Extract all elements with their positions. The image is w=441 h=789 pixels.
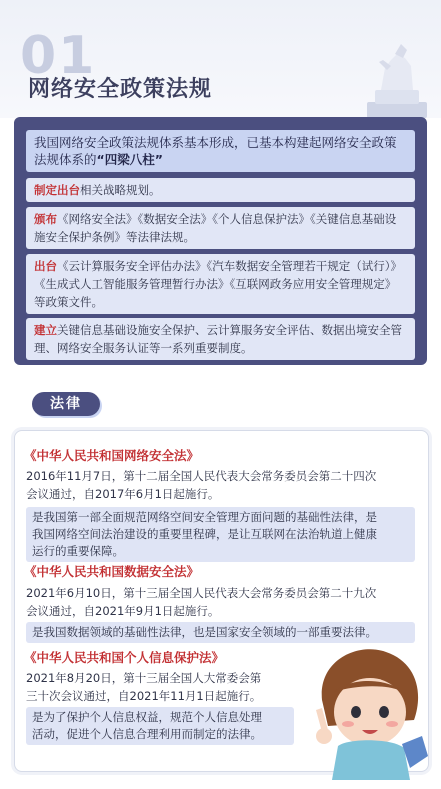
law-date-line: 2021年8月20日，第十三届全国人大常委会第 bbox=[26, 671, 262, 685]
policy-item bbox=[26, 207, 415, 249]
laws-section-label: 法律 bbox=[32, 392, 100, 416]
section-number: 01 bbox=[20, 26, 97, 86]
policy-item bbox=[26, 254, 415, 314]
policy-text: 关键信息基础设施安全保护、云计算服务安全评估、数据出境安全管理、网络安全服务认证等一系列重要制度。 bbox=[34, 323, 402, 355]
policy-intro bbox=[26, 130, 415, 172]
law-date-line: 三十次会议通过，自2021年11月1日起施行。 bbox=[26, 689, 262, 703]
policy-text: 《网络安全法》《数据安全法》《个人信息保护法》《关键信息基础设施安全保护条例》等法律法规。 bbox=[34, 212, 397, 244]
law-desc-line: 是我国数据领域的基础性法律，也是国家安全领域的一部重要法律。 bbox=[32, 625, 377, 639]
law-title: 《中华人民共和国个人信息保护法》 bbox=[24, 650, 225, 665]
policy-item bbox=[26, 178, 415, 202]
policy-keyword: 制定出台 bbox=[34, 183, 80, 197]
policy-keyword: 出台 bbox=[34, 259, 57, 273]
law-desc-line: 运行的重要保障。 bbox=[32, 544, 124, 558]
policy-item bbox=[26, 318, 415, 360]
intro-highlight: “四梁八柱” bbox=[96, 152, 163, 167]
law-desc-line: 是为了保护个人信息权益，规范个人信息处理 bbox=[32, 710, 262, 724]
law-desc-line: 是我国第一部全面规范网络空间安全管理方面问题的基础性法律，是 bbox=[32, 510, 377, 524]
law-date-line: 会议通过，自2017年6月1日起施行。 bbox=[26, 487, 220, 501]
law-desc-line: 我国网络空间法治建设的重要里程碑，是让互联网在法治轨道上健康 bbox=[32, 527, 377, 541]
goat-statue-illustration bbox=[361, 40, 433, 118]
law-title: 《中华人民共和国数据安全法》 bbox=[24, 564, 200, 579]
intro-text: 我国网络安全政策法规体系基本形成，已基本构建起网络安全政策法规体系的 bbox=[34, 135, 397, 167]
law-description bbox=[26, 507, 415, 562]
law-desc-line: 活动，促进个人信息合理利用而制定的法律。 bbox=[32, 727, 262, 741]
law-date-line: 2021年6月10日，第十三届全国人民代表大会常务委员会第二十九次 bbox=[26, 586, 377, 600]
header-banner bbox=[0, 0, 441, 118]
law-date-line: 2016年11月7日，第十二届全国人民代表大会常务委员会第二十四次 bbox=[26, 469, 377, 483]
page-title: 网络安全政策法规 bbox=[28, 77, 213, 102]
policy-keyword: 颁布 bbox=[34, 212, 57, 226]
policy-keyword: 建立 bbox=[34, 323, 57, 337]
policy-text: 《云计算服务安全评估办法》《汽车数据安全管理若干规定（试行）》《生成式人工智能服务管理暂行办法》《互联网政务应用安全管理规定》等政策文件。 bbox=[34, 259, 402, 309]
law-date-line: 会议通过，自2021年9月1日起施行。 bbox=[26, 604, 220, 618]
policy-text: 相关战略规划。 bbox=[80, 183, 161, 197]
cartoon-girl-illustration bbox=[298, 640, 438, 780]
law-description bbox=[26, 707, 294, 745]
law-title: 《中华人民共和国网络安全法》 bbox=[24, 448, 200, 463]
